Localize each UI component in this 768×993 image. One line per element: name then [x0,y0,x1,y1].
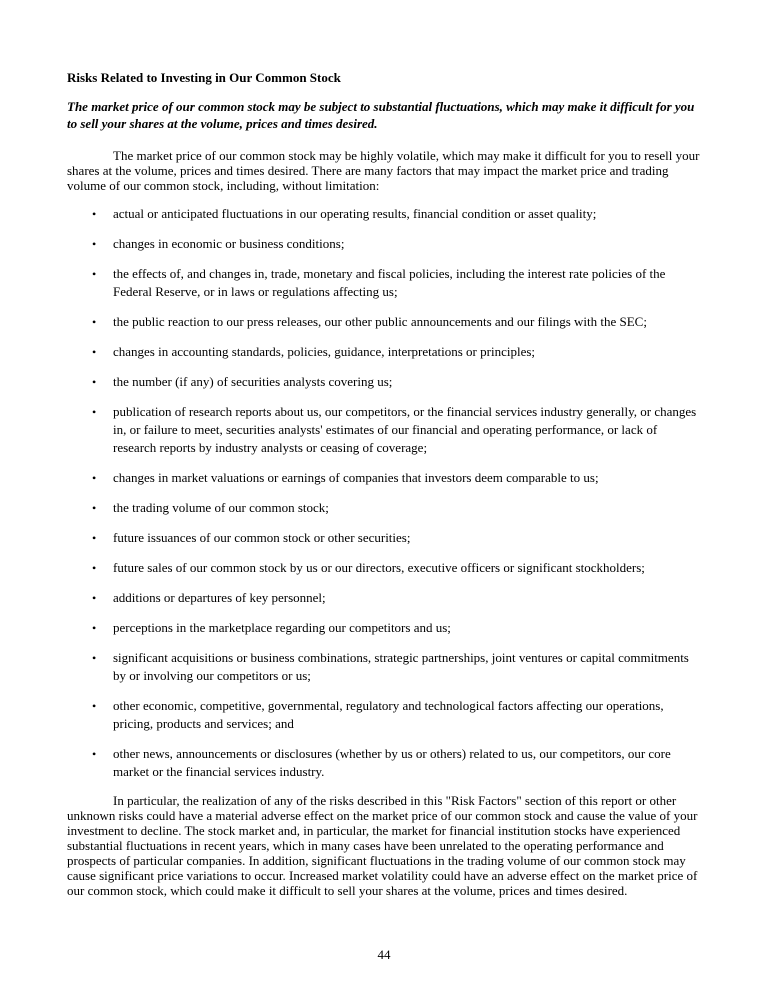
bullet-item [67,265,700,301]
bullet-icon: • [92,591,97,605]
bullet-text: the effects of, and changes in, trade, monetary and fiscal policies, including the interest rate policies of the Federal Reserve, or in laws or regulations affecting us; [113,266,666,299]
bullet-item [67,499,700,517]
bullet-text: the public reaction to our press releases, our other public announcements and our filings with the SEC; [113,314,647,329]
bullet-item [67,559,700,577]
bullet-item [67,403,700,457]
bullet-text: the number (if any) of securities analysts covering us; [113,374,393,389]
bullet-item [67,649,700,685]
bullet-text: future sales of our common stock by us or our directors, executive officers or significant stockholders; [113,560,645,575]
bullet-item [67,343,700,361]
bullet-icon: • [92,315,97,329]
bullet-text: other news, announcements or disclosures (whether by us or others) related to us, our competitors, our core market or the financial services industry. [113,746,671,779]
bullet-item [67,235,700,253]
risk-factor-subheading: The market price of our common stock may be subject to substantial fluctuations, which may make it difficult for you to sell your shares at the volume, prices and times desired. [67,99,695,131]
bullet-text: future issuances of our common stock or other securities; [113,530,411,545]
section-heading: Risks Related to Investing in Our Common Stock [67,70,341,85]
bullet-icon: • [92,375,97,389]
risk-bullet-list [67,205,700,781]
bullet-icon: • [92,267,97,281]
bullet-item [67,697,700,733]
bullet-item [67,529,700,547]
bullet-item [67,373,700,391]
bullet-item [67,619,700,637]
bullet-item [67,205,700,223]
bullet-icon: • [92,501,97,515]
bullet-text: publication of research reports about us, our competitors, or the financial services industry generally, or changes in, or failure to meet, securities analysts' estimates of our financial and operating performance, or lack of research reports by industry analysts or ceasing of coverage; [113,404,697,455]
bullet-item [67,589,700,607]
bullet-item [67,313,700,331]
bullet-text: additions or departures of key personnel; [113,590,326,605]
bullet-icon: • [92,561,97,575]
intro-paragraph: The market price of our common stock may be highly volatile, which may make it difficult for you to resell your shares at the volume, prices and times desired. There are many factors that may impact the market price and trading volume of our common stock, including, without limitation: [67,148,700,193]
bullet-icon: • [92,621,97,635]
bullet-icon: • [92,699,97,713]
bullet-text: changes in economic or business conditions; [113,236,345,251]
bullet-icon: • [92,237,97,251]
bullet-text: other economic, competitive, governmental, regulatory and technological factors affecting our operations, pricing, products and services; and [113,698,664,731]
bullet-text: actual or anticipated fluctuations in our operating results, financial condition or asset quality; [113,206,597,221]
bullet-text: changes in market valuations or earnings of companies that investors deem comparable to us; [113,470,599,485]
bullet-text: the trading volume of our common stock; [113,500,329,515]
bullet-icon: • [92,207,97,221]
closing-paragraph: In particular, the realization of any of the risks described in this "Risk Factors" section of this report or other unknown risks could have a material adverse effect on the market price of our common stock and cause the value of your investment to decline. The stock market and, in particular, the market for financial institution stocks have experienced substantial fluctuations in recent years, which in many cases have been unrelated to the operating performance and prospects of particular companies. In addition, significant fluctuations in the trading volume of our common stock may cause significant price variations to occur. Increased market volatility could have an adverse effect on the market price of our common stock, which could make it difficult to sell your shares at the volume, prices and times desired. [67,793,698,898]
bullet-icon: • [92,345,97,359]
bullet-icon: • [92,747,97,761]
bullet-text: changes in accounting standards, policies, guidance, interpretations or principles; [113,344,536,359]
bullet-text: significant acquisitions or business combinations, strategic partnerships, joint ventures or capital commitments by or involving our competitors or us; [113,650,689,683]
bullet-item [67,469,700,487]
bullet-icon: • [92,471,97,485]
bullet-icon: • [92,651,97,665]
bullet-item [67,745,700,781]
page-number: 44 [377,947,391,962]
bullet-icon: • [92,531,97,545]
bullet-text: perceptions in the marketplace regarding our competitors and us; [113,620,451,635]
bullet-icon: • [92,405,97,419]
